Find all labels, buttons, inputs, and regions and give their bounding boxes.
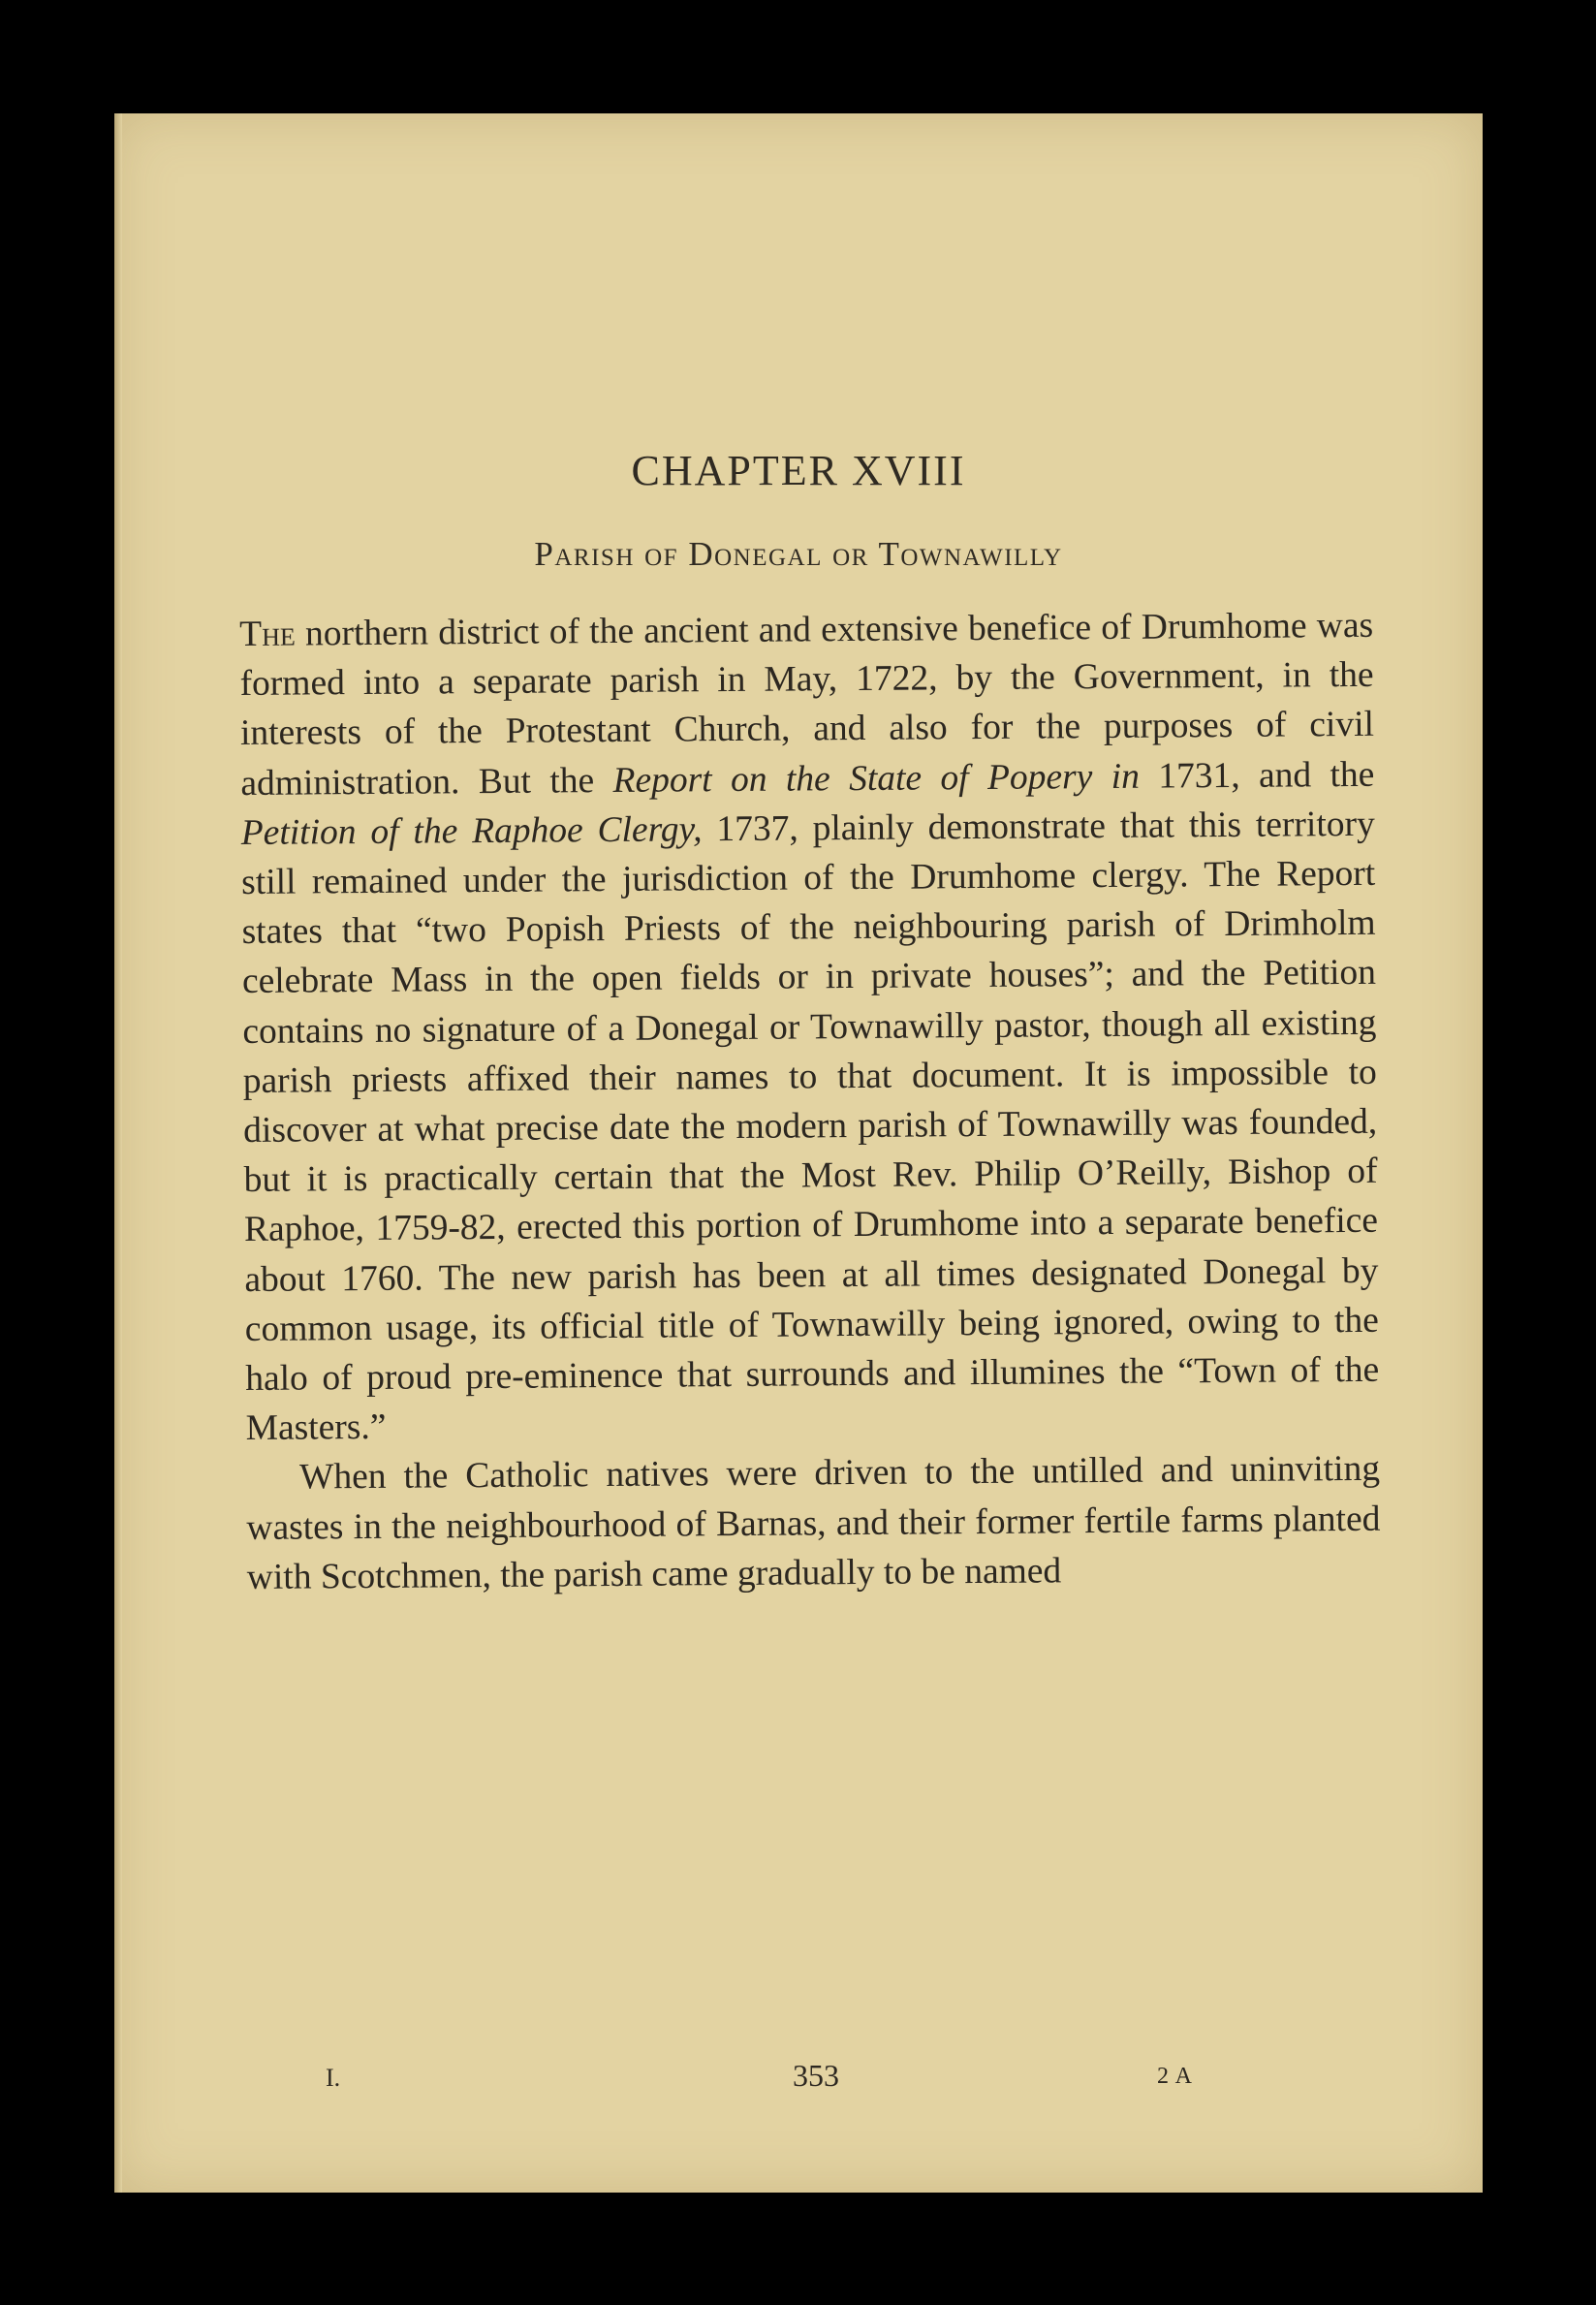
petition-title-italic: Petition of the Raphoe Clergy, — [240, 809, 703, 853]
paragraph-1-text-b: 1731, and the — [1139, 754, 1375, 797]
paragraph-1 — [239, 601, 1380, 1454]
signature-mark-left: I. — [326, 2064, 341, 2092]
page-number: 353 — [793, 2058, 839, 2093]
book-page — [114, 113, 1483, 2193]
chapter-title: CHAPTER XVIII — [631, 447, 966, 494]
body-text — [239, 601, 1381, 1602]
paragraph-2: When the Catholic natives were driven to the untilled and uninviting wastes in the neighbourhood of Barnas, and their former fertile farms planted with Scotchmen, the parish came gradually to be named — [246, 1449, 1381, 1597]
paragraph-1-text-a: northern district of the ancient and extensive benefice of Drumhome was formed into a separate parish in May, 1722, by the Government, in the interests of the Protestant Church, and also for the purposes of civil administration. But the — [239, 605, 1375, 804]
section-title: Parish of Donegal or Townawilly — [534, 535, 1063, 573]
page-binding-edge — [114, 113, 122, 2193]
paragraph-lead-word: The — [239, 614, 296, 654]
paragraph-1-text-c: 1737, plainly demonstrate that this territory still remained under the jurisdiction of the Drumhome clergy. The Report states that “two Popish Priests of the neighbouring parish of Drimholm celebrate Mass in the open fields or in private houses”; and the Petition contains no signature of a Donegal or Townawilly pastor, though all existing parish priests affixed their names to that document. It is impossible to discover at what precise date the modern parish of Townawilly was founded, but it is practically certain that the Most Rev. Philip O’Reilly, Bishop of Raphoe, 1759-82, erected this portion of Drumhome into a separate benefice about 1760. The new parish has been at all times designated Donegal by common usage, its official title of Townawilly being ignored, owing to the halo of proud pre-eminence that surrounds and illumines the “Town of the Masters.” — [241, 804, 1380, 1449]
report-title-italic: Report on the State of Popery in — [612, 756, 1141, 801]
signature-mark-right: 2 A — [1157, 2064, 1194, 2089]
